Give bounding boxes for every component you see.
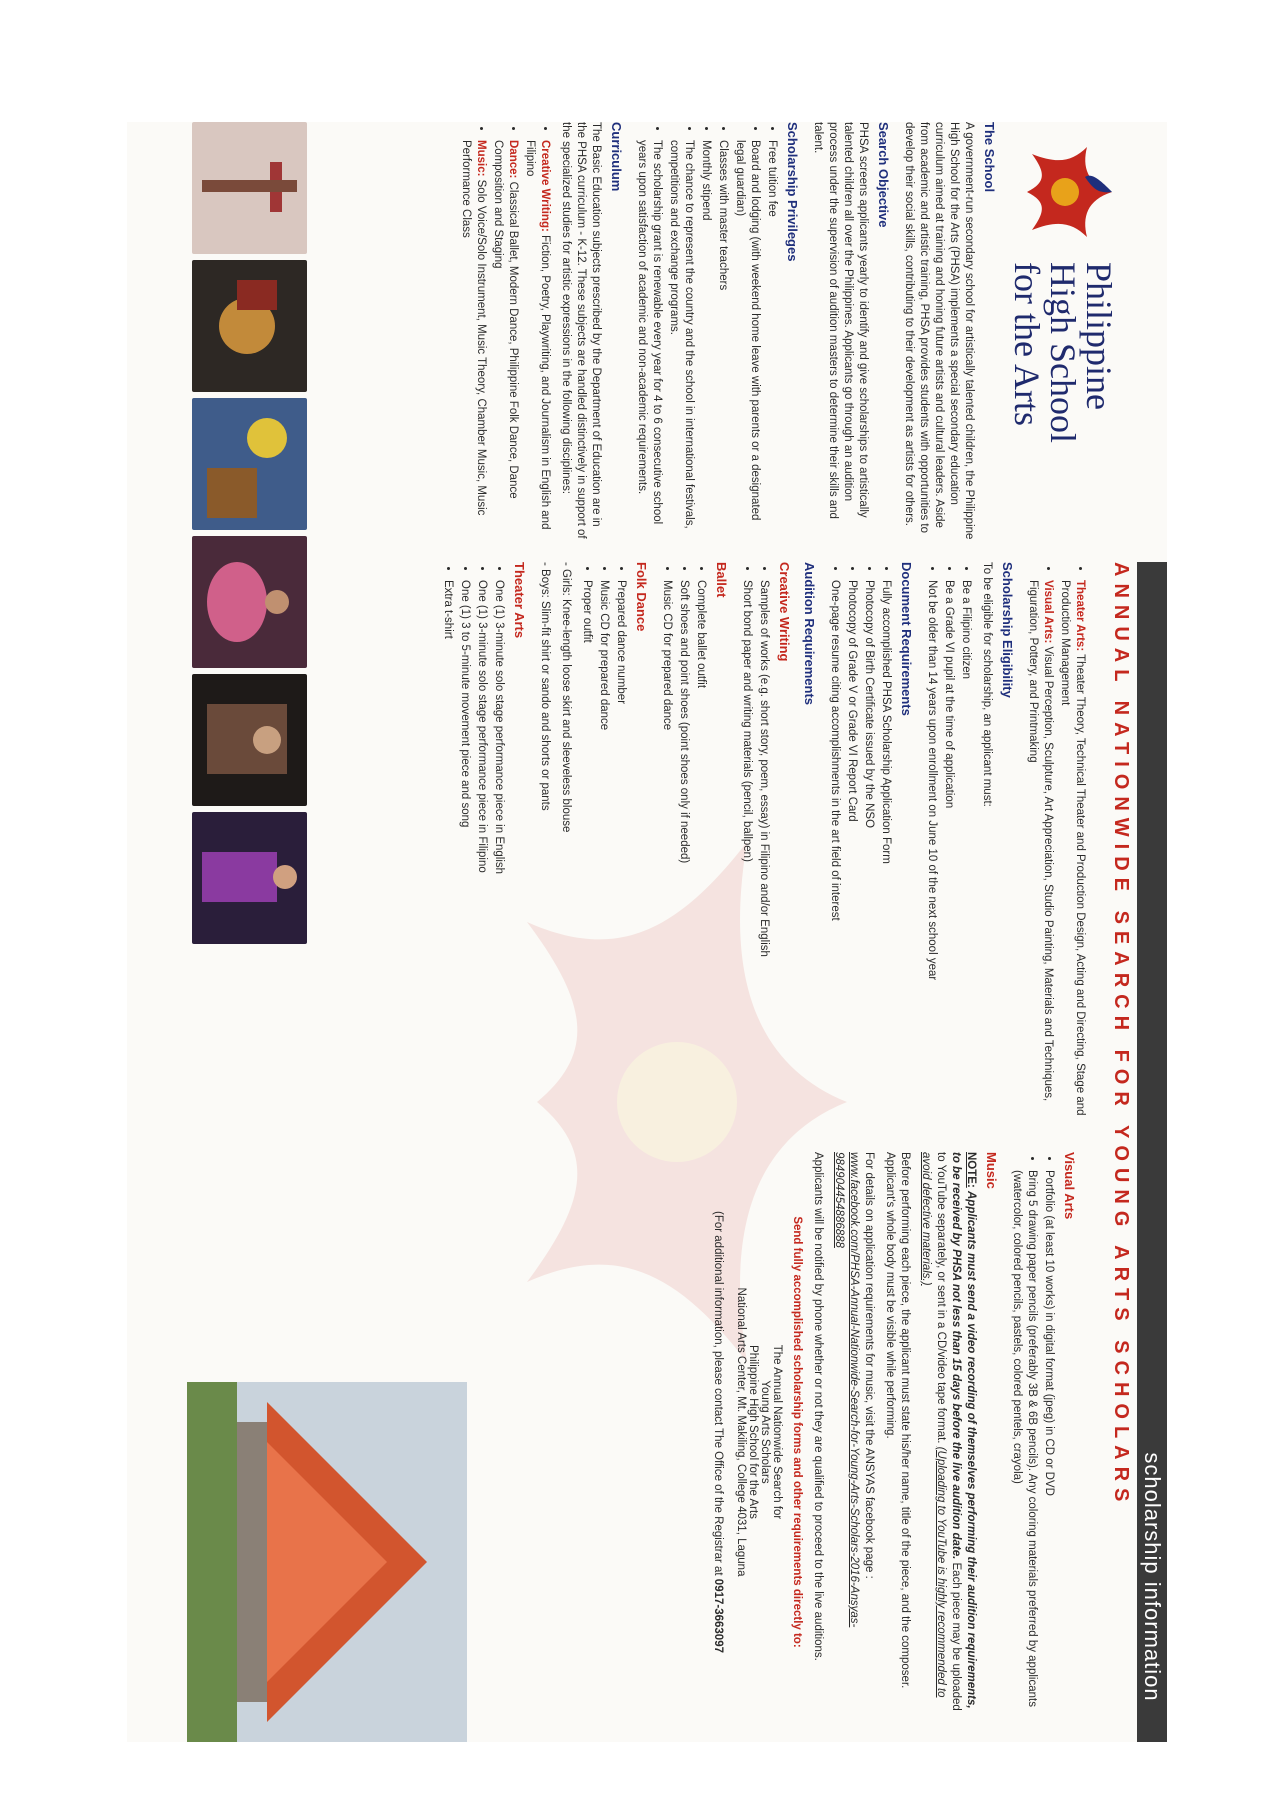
school-brand: [1007, 142, 1119, 542]
photo-painting: [192, 398, 307, 530]
visual-arts-item: • Bring 5 drawing paper pencils (preferably 3B & 6B pencils). Any coloring materials preferred by applicants (watercolor, colored pencils, pastels, colored pentels, crayola): [1009, 1170, 1039, 1712]
discipline-item: [1057, 580, 1087, 1132]
visual-arts-list: [1009, 1152, 1056, 1712]
address-line: Philippine High School for the Arts: [747, 1345, 759, 1519]
folk-dance-heading: Folk Dance: [634, 562, 649, 632]
privilege-item: • Free tuition fee: [764, 140, 779, 542]
music-details: [831, 1152, 876, 1712]
theater-arts-item: • Extra t-shirt: [440, 580, 455, 1132]
discipline-text: Theater Theory, Technical Theater and Production Design, Acting and Directing, Stage and Production Management: [1059, 580, 1086, 1116]
discipline-text: Visual Perception, Sculpture, Art Appreciation, Studio Painting, Materials and Techniques, Figuration, Pottery, and Printmaking: [1027, 580, 1054, 1102]
search-objective-heading: Search Objective: [876, 122, 891, 228]
discipline-item: [490, 140, 520, 542]
disciplines-list: [458, 122, 552, 542]
photo-musician: [192, 260, 307, 392]
ballet-item: • Complete ballet outfit: [693, 580, 708, 1132]
column-requirements: [227, 562, 1087, 1132]
discipline-item: [458, 140, 488, 542]
theater-arts-heading: Theater Arts: [512, 562, 527, 639]
band-label: scholarship information: [1137, 1412, 1167, 1742]
eligibility-item: • Not be older than 14 years upon enrollment on June 10 of the next school year: [924, 580, 939, 1132]
school-name-line3: for the Arts: [1007, 262, 1047, 426]
contact-number: 0917-3663097: [712, 1578, 724, 1653]
eligibility-item: • Be a Filipino citizen: [958, 580, 973, 1132]
documents-heading: Document Requirements: [899, 562, 914, 716]
creative-writing-item: • Samples of works (e.g. short story, poem, essay) in Filipino and/or English: [756, 580, 771, 1132]
building-photo: [187, 1382, 467, 1742]
ballet-list: [659, 562, 708, 1132]
music-perform-text: Before performing each piece, the applicant must state his/her name, title of the piece, and the composer. Applicant's whole body must be visible while performing.: [884, 1152, 911, 1689]
address-block: [735, 1152, 783, 1712]
address-line: Young Arts Scholars: [759, 1380, 771, 1484]
privileges-list: [634, 122, 779, 542]
send-heading: Send fully accomplished scholarship forms and other requirements directly to:: [791, 1216, 803, 1648]
audition-heading: Audition Requirements: [802, 562, 817, 706]
theater-arts-item: • One (1) 3 to 5-minute movement piece and song: [457, 580, 472, 1132]
privilege-item: • Classes with master teachers: [715, 140, 730, 542]
photo-dancer: [192, 122, 307, 254]
curriculum-heading: Curriculum: [609, 122, 624, 192]
ballet-item: • Music CD for prepared dance: [659, 580, 674, 1132]
discipline-name: Creative Writing:: [539, 140, 551, 232]
theater-arts-item: • One (1) 3-minute solo stage performance piece in Filipino: [474, 580, 489, 1132]
theater-arts-list: [440, 562, 506, 1132]
theater-arts-item: • One (1) 3-minute solo stage performance piece in English: [491, 580, 506, 1132]
discipline-name: Visual Arts:: [1042, 580, 1054, 644]
privilege-item: • The scholarship grant is renewable every year for 4 to 6 consecutive school years upon satisfaction of academic and non-academic requirements.: [634, 140, 664, 542]
document-item: • Fully accomplished PHSA Scholarship Application Form: [878, 580, 893, 1132]
folk-dance-item: • Music CD for prepared dance: [596, 580, 611, 1132]
school-logo-icon: [1017, 142, 1117, 242]
school-name-line2: High School: [1043, 262, 1083, 444]
disciplines-cont-list: [1025, 562, 1087, 1132]
search-objective-text: PHSA screens applicants yearly to identify and give scholarships to artistically talented children all over the Philippines. Applicants go through an audition process under the supervision of audition masters to determine their skills and talent.: [812, 122, 869, 519]
discipline-text: Solo Voice/Solo Instrument, Music Theory, Chamber Music, Music Performance Class: [460, 140, 487, 516]
school-heading: The School: [982, 122, 997, 193]
music-details-text: For details on application requirements for music, visit the ANSYAS facebook page :: [863, 1152, 875, 1579]
creative-writing-item: • Short bond paper and writing materials (pencil, ballpen): [739, 580, 754, 1132]
creative-writing-list: [739, 562, 771, 1132]
discipline-name: Dance:: [507, 140, 519, 179]
discipline-name: Music:: [475, 140, 487, 177]
folk-dance-item: • Proper outfit: [579, 580, 594, 1132]
school-text: A government-run secondary school for artistically talented children, the Philippine High School for the Arts (PHSA) implements a special secondary education curriculum aimed at training and honing future artists and cultural leaders. Aside from academic and artistic training, PHSA provides students with opportunities to develop their social skills, contributing to their development as artists for others.: [903, 122, 975, 540]
document-item: • Photocopy of Grade V or Grade VI Report Card: [844, 580, 859, 1132]
music-note-label: NOTE:: [965, 1152, 977, 1188]
contact-text: (For additional information, please contact The Office of the Registrar at: [712, 1211, 724, 1576]
privilege-item: • The chance to represent the country and the school in international festivals, competitions and exchange programs.: [666, 140, 696, 542]
school-name: [1009, 262, 1117, 443]
privilege-item: • Board and lodging (with weekend home leave with parents or a designated legal guardian): [732, 140, 762, 542]
address-line: The Annual Nationwide Search for: [771, 1344, 783, 1520]
discipline-item: [1025, 580, 1055, 1132]
eligibility-intro: To be eligible for scholarship, an applicant must:: [981, 562, 993, 807]
folk-dance-boys: - Boys: Slim-fit shirt or sando and shorts or pants: [539, 562, 551, 811]
document-item: • Photocopy of Birth Certificate issued by the NSO: [861, 580, 876, 1132]
discipline-name: Theater Arts:: [1074, 580, 1086, 652]
band-title: ANNUAL NATIONWIDE SEARCH FOR YOUNG ARTS SCHOLARS: [1110, 562, 1132, 1509]
address-line: National Arts Center, Mt. Makiling, College 4031, Laguna: [735, 1287, 747, 1577]
music-note-text: Applicants must send a video recording of themselves performing their audition requirements, to be received by PHSA not less than 15 days before the live audition date.: [950, 1152, 977, 1709]
discipline-item: [522, 140, 552, 542]
folk-dance-girls: - Girls: Knee-length loose skirt and sleeveless blouse: [560, 562, 572, 833]
privileges-heading: Scholarship Privileges: [785, 122, 800, 262]
music-note-rest: Each piece may be uploaded to YouTube separately, or sent in a CD/video tape format.: [935, 1152, 962, 1711]
school-name-line1: Philippine: [1079, 262, 1119, 411]
ballet-heading: Ballet: [714, 562, 729, 598]
brochure-sheet: [127, 122, 1167, 1742]
music-heading: Music: [984, 1152, 999, 1189]
facebook-link[interactable]: www.facebook.com/PHSA-Annual-Nationwide-Search-for-Young-Arts-Scholars-2016-Ansyas-984904454886888: [833, 1152, 860, 1628]
visual-arts-heading: Visual Arts: [1062, 1152, 1077, 1220]
creative-writing-heading: Creative Writing: [777, 562, 792, 662]
column-school: [327, 122, 1119, 542]
heading-band: [1109, 562, 1167, 1742]
notify-text: Applicants will be notified by phone whether or not they are qualified to proceed to the live auditions.: [812, 1152, 824, 1661]
document-item: • One-page resume citing accomplishments in the art field of interest: [827, 580, 842, 1132]
documents-list: [827, 562, 893, 1132]
discipline-text: Fiction, Poetry, Playwriting, and Journalism in English and Filipino: [524, 140, 551, 530]
ballet-item: • Soft shoes and point shoes (point shoes only if needed): [676, 580, 691, 1132]
folk-dance-item: • Prepared dance number: [613, 580, 628, 1132]
visual-arts-item: • Portfolio (at least 10 works) in digital format (jpeg) in CD or DVD: [1041, 1170, 1056, 1712]
contact-info: [710, 1152, 725, 1712]
music-note-italic: (Uploading to YouTube is highly recommended to avoid defective materials.): [920, 1152, 947, 1698]
folk-dance-list: [579, 562, 628, 1132]
eligibility-list: [924, 562, 973, 1132]
curriculum-text: The Basic Education subjects prescribed by the Department of Education are in the PHSA curriculum - K-12. These subjects are handled distinctively in support of the specialized studies for artistic expressions in the following disciplines:: [560, 122, 602, 539]
discipline-text: Classical Ballet, Modern Dance, Philippine Folk Dance, Dance Composition and Staging: [492, 140, 519, 499]
music-note: [918, 1152, 978, 1712]
privilege-item: • Monthly stipend: [698, 140, 713, 542]
eligibility-item: • Be a Grade VI pupil at the time of application: [941, 580, 956, 1132]
eligibility-heading: Scholarship Eligibility: [1000, 562, 1015, 698]
